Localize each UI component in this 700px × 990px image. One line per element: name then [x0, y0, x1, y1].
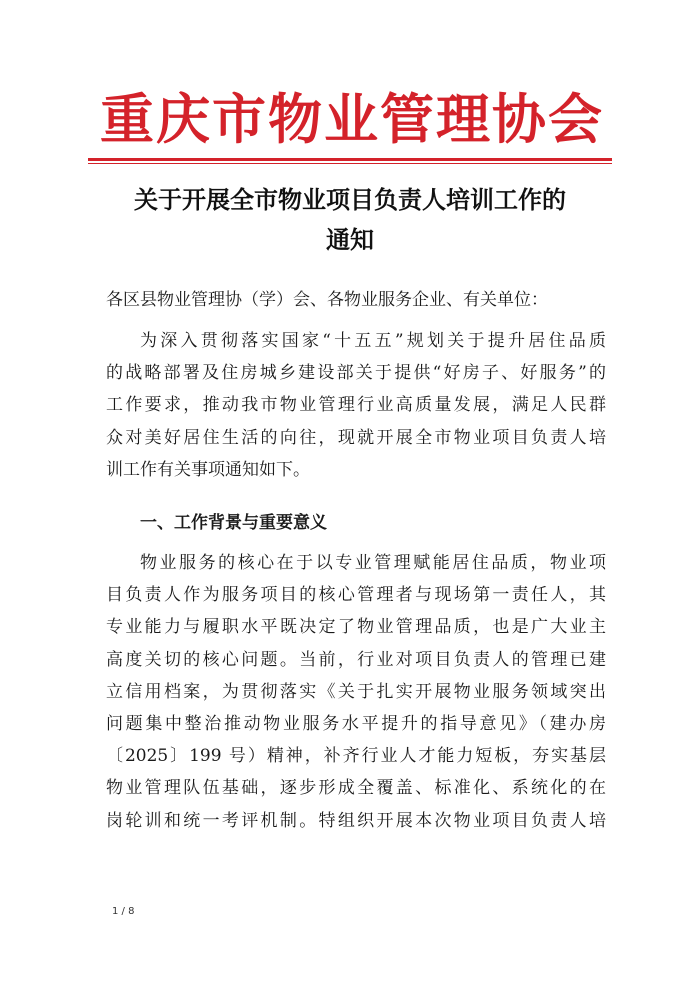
paragraph-line: 专业能力与履职水平既决定了物业管理品质，也是广大业主	[106, 617, 606, 638]
page-number: 1 / 8	[112, 906, 135, 917]
paragraph-line: 高度关切的核心问题。当前，行业对项目负责人的管理已建	[106, 649, 606, 670]
organization-letterhead: 重庆市物业管理协会	[100, 87, 604, 151]
paragraph-line: 立信用档案，为贯彻落实《关于扎实开展物业服务领域突出	[106, 681, 606, 702]
paragraph-line: 的战略部署及住房城乡建设部关于提供“好房子、好服务”的	[106, 363, 606, 384]
letterhead-rule-thin	[88, 163, 612, 164]
letterhead-rule-thick	[88, 158, 612, 161]
paragraph-line: 目负责人作为服务项目的核心管理者与现场第一责任人，其	[106, 585, 606, 606]
paragraph-line: 问题集中整治推动物业服务水平提升的指导意见》（建办房	[106, 714, 606, 735]
paragraph-line: 〔2025〕199 号）精神，补齐行业人才能力短板，夯实基层	[106, 746, 606, 767]
document-title-line-2: 通知	[326, 225, 374, 254]
section-heading: 一、工作背景与重要意义	[140, 513, 327, 533]
paragraph-line: 为深入贯彻落实国家“十五五”规划关于提升居住品质	[140, 331, 606, 351]
document-title-line-1: 关于开展全市物业项目负责人培训工作的	[134, 185, 566, 214]
document-title	[90, 180, 610, 260]
paragraph-intro	[106, 325, 606, 486]
salutation: 各区县物业管理协（学）会、各物业服务企业、有关单位：	[106, 290, 548, 310]
paragraph-line: 物业管理队伍基础，逐步形成全覆盖、标准化、系统化的在	[106, 778, 606, 799]
paragraph-line: 训工作有关事项通知如下。	[106, 459, 310, 480]
paragraph-line: 工作要求，推动我市物业管理行业高质量发展，满足人民群	[106, 395, 606, 416]
paragraph-background	[106, 547, 606, 837]
paragraph-line: 物业服务的核心在于以专业管理赋能居住品质，物业项	[140, 553, 606, 573]
paragraph-line: 众对美好居住生活的向往，现就开展全市物业项目负责人培	[106, 427, 606, 448]
paragraph-line: 岗轮训和统一考评机制。特组织开展本次物业项目负责人培	[106, 810, 606, 831]
